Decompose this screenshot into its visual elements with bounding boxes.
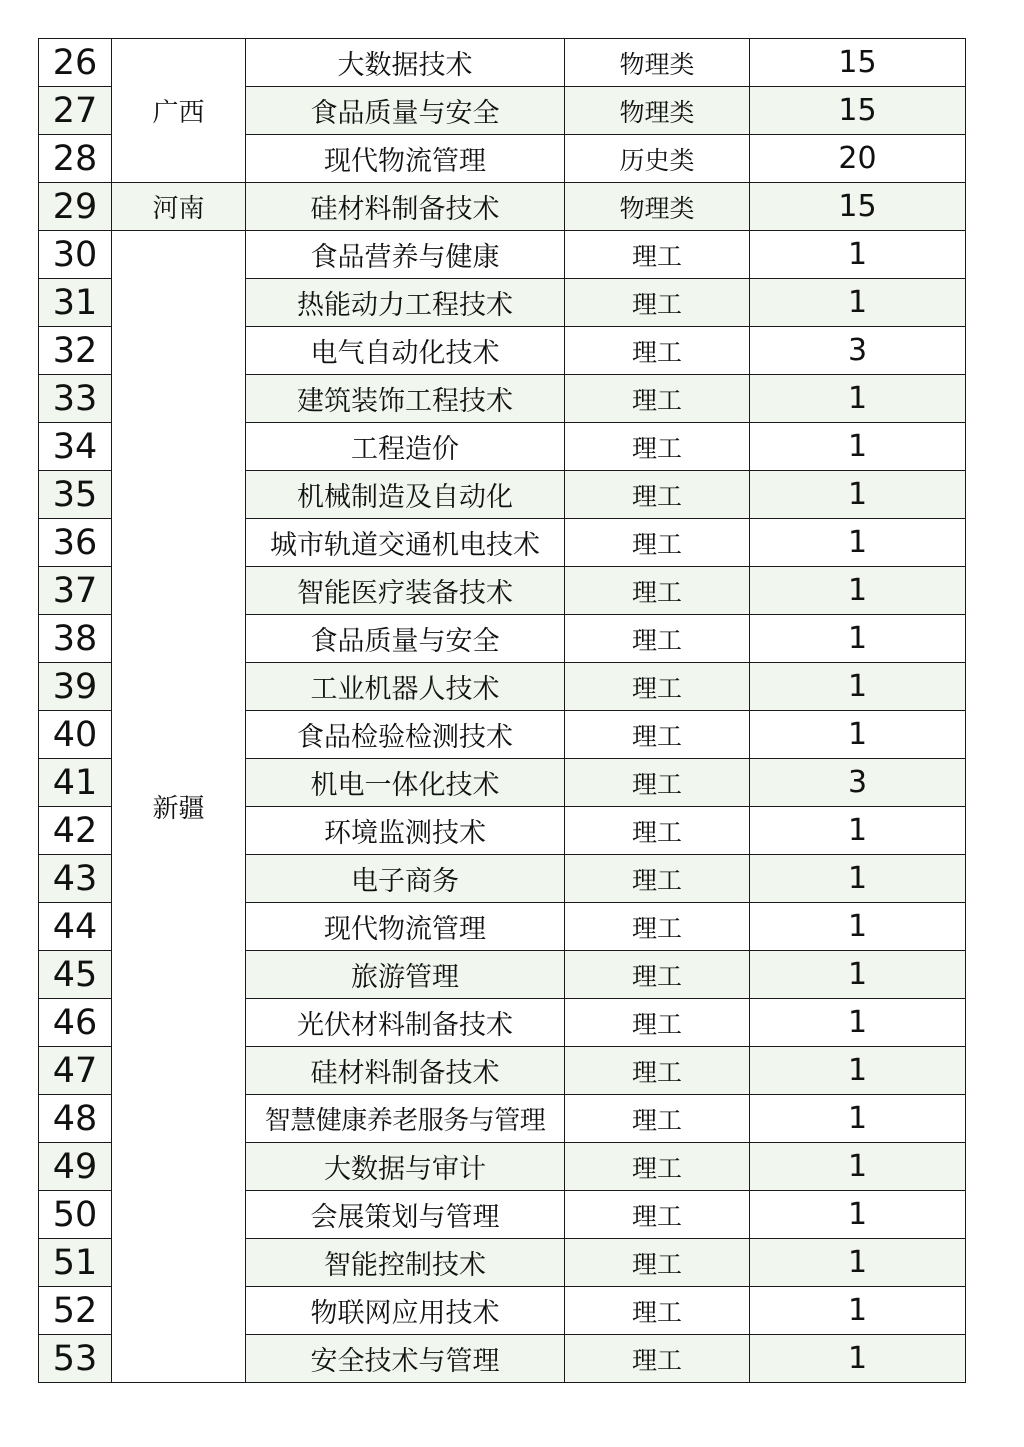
row-number: 48 <box>39 1095 112 1143</box>
quota-cell: 3 <box>750 327 966 375</box>
quota-cell: 1 <box>750 1335 966 1383</box>
major-cell: 工程造价 <box>246 423 565 471</box>
category-cell: 理工 <box>565 1239 750 1287</box>
row-number: 49 <box>39 1143 112 1191</box>
quota-cell: 1 <box>750 663 966 711</box>
major-cell: 城市轨道交通机电技术 <box>246 519 565 567</box>
row-number: 50 <box>39 1191 112 1239</box>
quota-cell: 1 <box>750 1095 966 1143</box>
table-row <box>39 231 966 279</box>
quota-cell: 1 <box>750 615 966 663</box>
major-cell: 机电一体化技术 <box>246 759 565 807</box>
major-cell: 硅材料制备技术 <box>246 1047 565 1095</box>
quota-cell: 1 <box>750 471 966 519</box>
province-cell: 河南 <box>112 183 246 231</box>
major-cell: 食品检验检测技术 <box>246 711 565 759</box>
category-cell: 理工 <box>565 1047 750 1095</box>
admission-plan-table <box>38 38 966 1383</box>
major-cell: 电子商务 <box>246 855 565 903</box>
major-cell: 热能动力工程技术 <box>246 279 565 327</box>
category-cell: 理工 <box>565 423 750 471</box>
quota-cell: 1 <box>750 807 966 855</box>
quota-cell: 1 <box>750 951 966 999</box>
category-cell: 理工 <box>565 1191 750 1239</box>
category-cell: 理工 <box>565 807 750 855</box>
row-number: 33 <box>39 375 112 423</box>
major-cell: 现代物流管理 <box>246 903 565 951</box>
major-cell: 物联网应用技术 <box>246 1287 565 1335</box>
row-number: 51 <box>39 1239 112 1287</box>
category-cell: 理工 <box>565 1335 750 1383</box>
major-cell: 安全技术与管理 <box>246 1335 565 1383</box>
category-cell: 理工 <box>565 759 750 807</box>
major-cell: 硅材料制备技术 <box>246 183 565 231</box>
province-cell: 广西 <box>112 39 246 183</box>
row-number: 31 <box>39 279 112 327</box>
table-row <box>39 39 966 87</box>
category-cell: 理工 <box>565 375 750 423</box>
row-number: 27 <box>39 87 112 135</box>
category-cell: 理工 <box>565 567 750 615</box>
quota-cell: 1 <box>750 1143 966 1191</box>
major-cell: 智能医疗装备技术 <box>246 567 565 615</box>
major-cell: 旅游管理 <box>246 951 565 999</box>
quota-cell: 3 <box>750 759 966 807</box>
row-number: 53 <box>39 1335 112 1383</box>
category-cell: 理工 <box>565 663 750 711</box>
quota-cell: 1 <box>750 1191 966 1239</box>
major-cell: 食品营养与健康 <box>246 231 565 279</box>
major-cell: 现代物流管理 <box>246 135 565 183</box>
major-cell: 机械制造及自动化 <box>246 471 565 519</box>
quota-cell: 1 <box>750 375 966 423</box>
category-cell: 理工 <box>565 615 750 663</box>
category-cell: 理工 <box>565 231 750 279</box>
quota-cell: 1 <box>750 855 966 903</box>
category-cell: 理工 <box>565 711 750 759</box>
table-body <box>39 39 966 1383</box>
row-number: 46 <box>39 999 112 1047</box>
row-number: 39 <box>39 663 112 711</box>
row-number: 38 <box>39 615 112 663</box>
row-number: 26 <box>39 39 112 87</box>
major-cell: 光伏材料制备技术 <box>246 999 565 1047</box>
row-number: 47 <box>39 1047 112 1095</box>
row-number: 52 <box>39 1287 112 1335</box>
row-number: 29 <box>39 183 112 231</box>
major-cell: 智慧健康养老服务与管理 <box>246 1095 565 1143</box>
major-cell: 环境监测技术 <box>246 807 565 855</box>
major-cell: 大数据技术 <box>246 39 565 87</box>
row-number: 37 <box>39 567 112 615</box>
major-cell: 电气自动化技术 <box>246 327 565 375</box>
major-cell: 食品质量与安全 <box>246 87 565 135</box>
province-cell: 新疆 <box>112 231 246 1383</box>
quota-cell: 15 <box>750 39 966 87</box>
row-number: 34 <box>39 423 112 471</box>
category-cell: 理工 <box>565 999 750 1047</box>
quota-cell: 1 <box>750 1047 966 1095</box>
quota-cell: 1 <box>750 1239 966 1287</box>
category-cell: 物理类 <box>565 87 750 135</box>
category-cell: 物理类 <box>565 39 750 87</box>
row-number: 42 <box>39 807 112 855</box>
row-number: 30 <box>39 231 112 279</box>
category-cell: 理工 <box>565 903 750 951</box>
major-cell: 工业机器人技术 <box>246 663 565 711</box>
category-cell: 理工 <box>565 951 750 999</box>
category-cell: 历史类 <box>565 135 750 183</box>
major-cell: 会展策划与管理 <box>246 1191 565 1239</box>
category-cell: 理工 <box>565 1143 750 1191</box>
category-cell: 理工 <box>565 1095 750 1143</box>
major-cell: 大数据与审计 <box>246 1143 565 1191</box>
major-cell: 智能控制技术 <box>246 1239 565 1287</box>
row-number: 32 <box>39 327 112 375</box>
category-cell: 理工 <box>565 471 750 519</box>
quota-cell: 1 <box>750 567 966 615</box>
quota-cell: 20 <box>750 135 966 183</box>
row-number: 43 <box>39 855 112 903</box>
quota-cell: 1 <box>750 231 966 279</box>
row-number: 40 <box>39 711 112 759</box>
category-cell: 理工 <box>565 1287 750 1335</box>
row-number: 45 <box>39 951 112 999</box>
row-number: 44 <box>39 903 112 951</box>
category-cell: 理工 <box>565 279 750 327</box>
category-cell: 物理类 <box>565 183 750 231</box>
quota-cell: 1 <box>750 711 966 759</box>
quota-cell: 1 <box>750 279 966 327</box>
row-number: 28 <box>39 135 112 183</box>
major-cell: 建筑装饰工程技术 <box>246 375 565 423</box>
table-row <box>39 183 966 231</box>
quota-cell: 1 <box>750 519 966 567</box>
quota-cell: 15 <box>750 87 966 135</box>
category-cell: 理工 <box>565 519 750 567</box>
row-number: 41 <box>39 759 112 807</box>
quota-cell: 1 <box>750 423 966 471</box>
category-cell: 理工 <box>565 855 750 903</box>
quota-cell: 1 <box>750 999 966 1047</box>
category-cell: 理工 <box>565 327 750 375</box>
quota-cell: 1 <box>750 903 966 951</box>
quota-cell: 15 <box>750 183 966 231</box>
row-number: 36 <box>39 519 112 567</box>
quota-cell: 1 <box>750 1287 966 1335</box>
major-cell: 食品质量与安全 <box>246 615 565 663</box>
row-number: 35 <box>39 471 112 519</box>
